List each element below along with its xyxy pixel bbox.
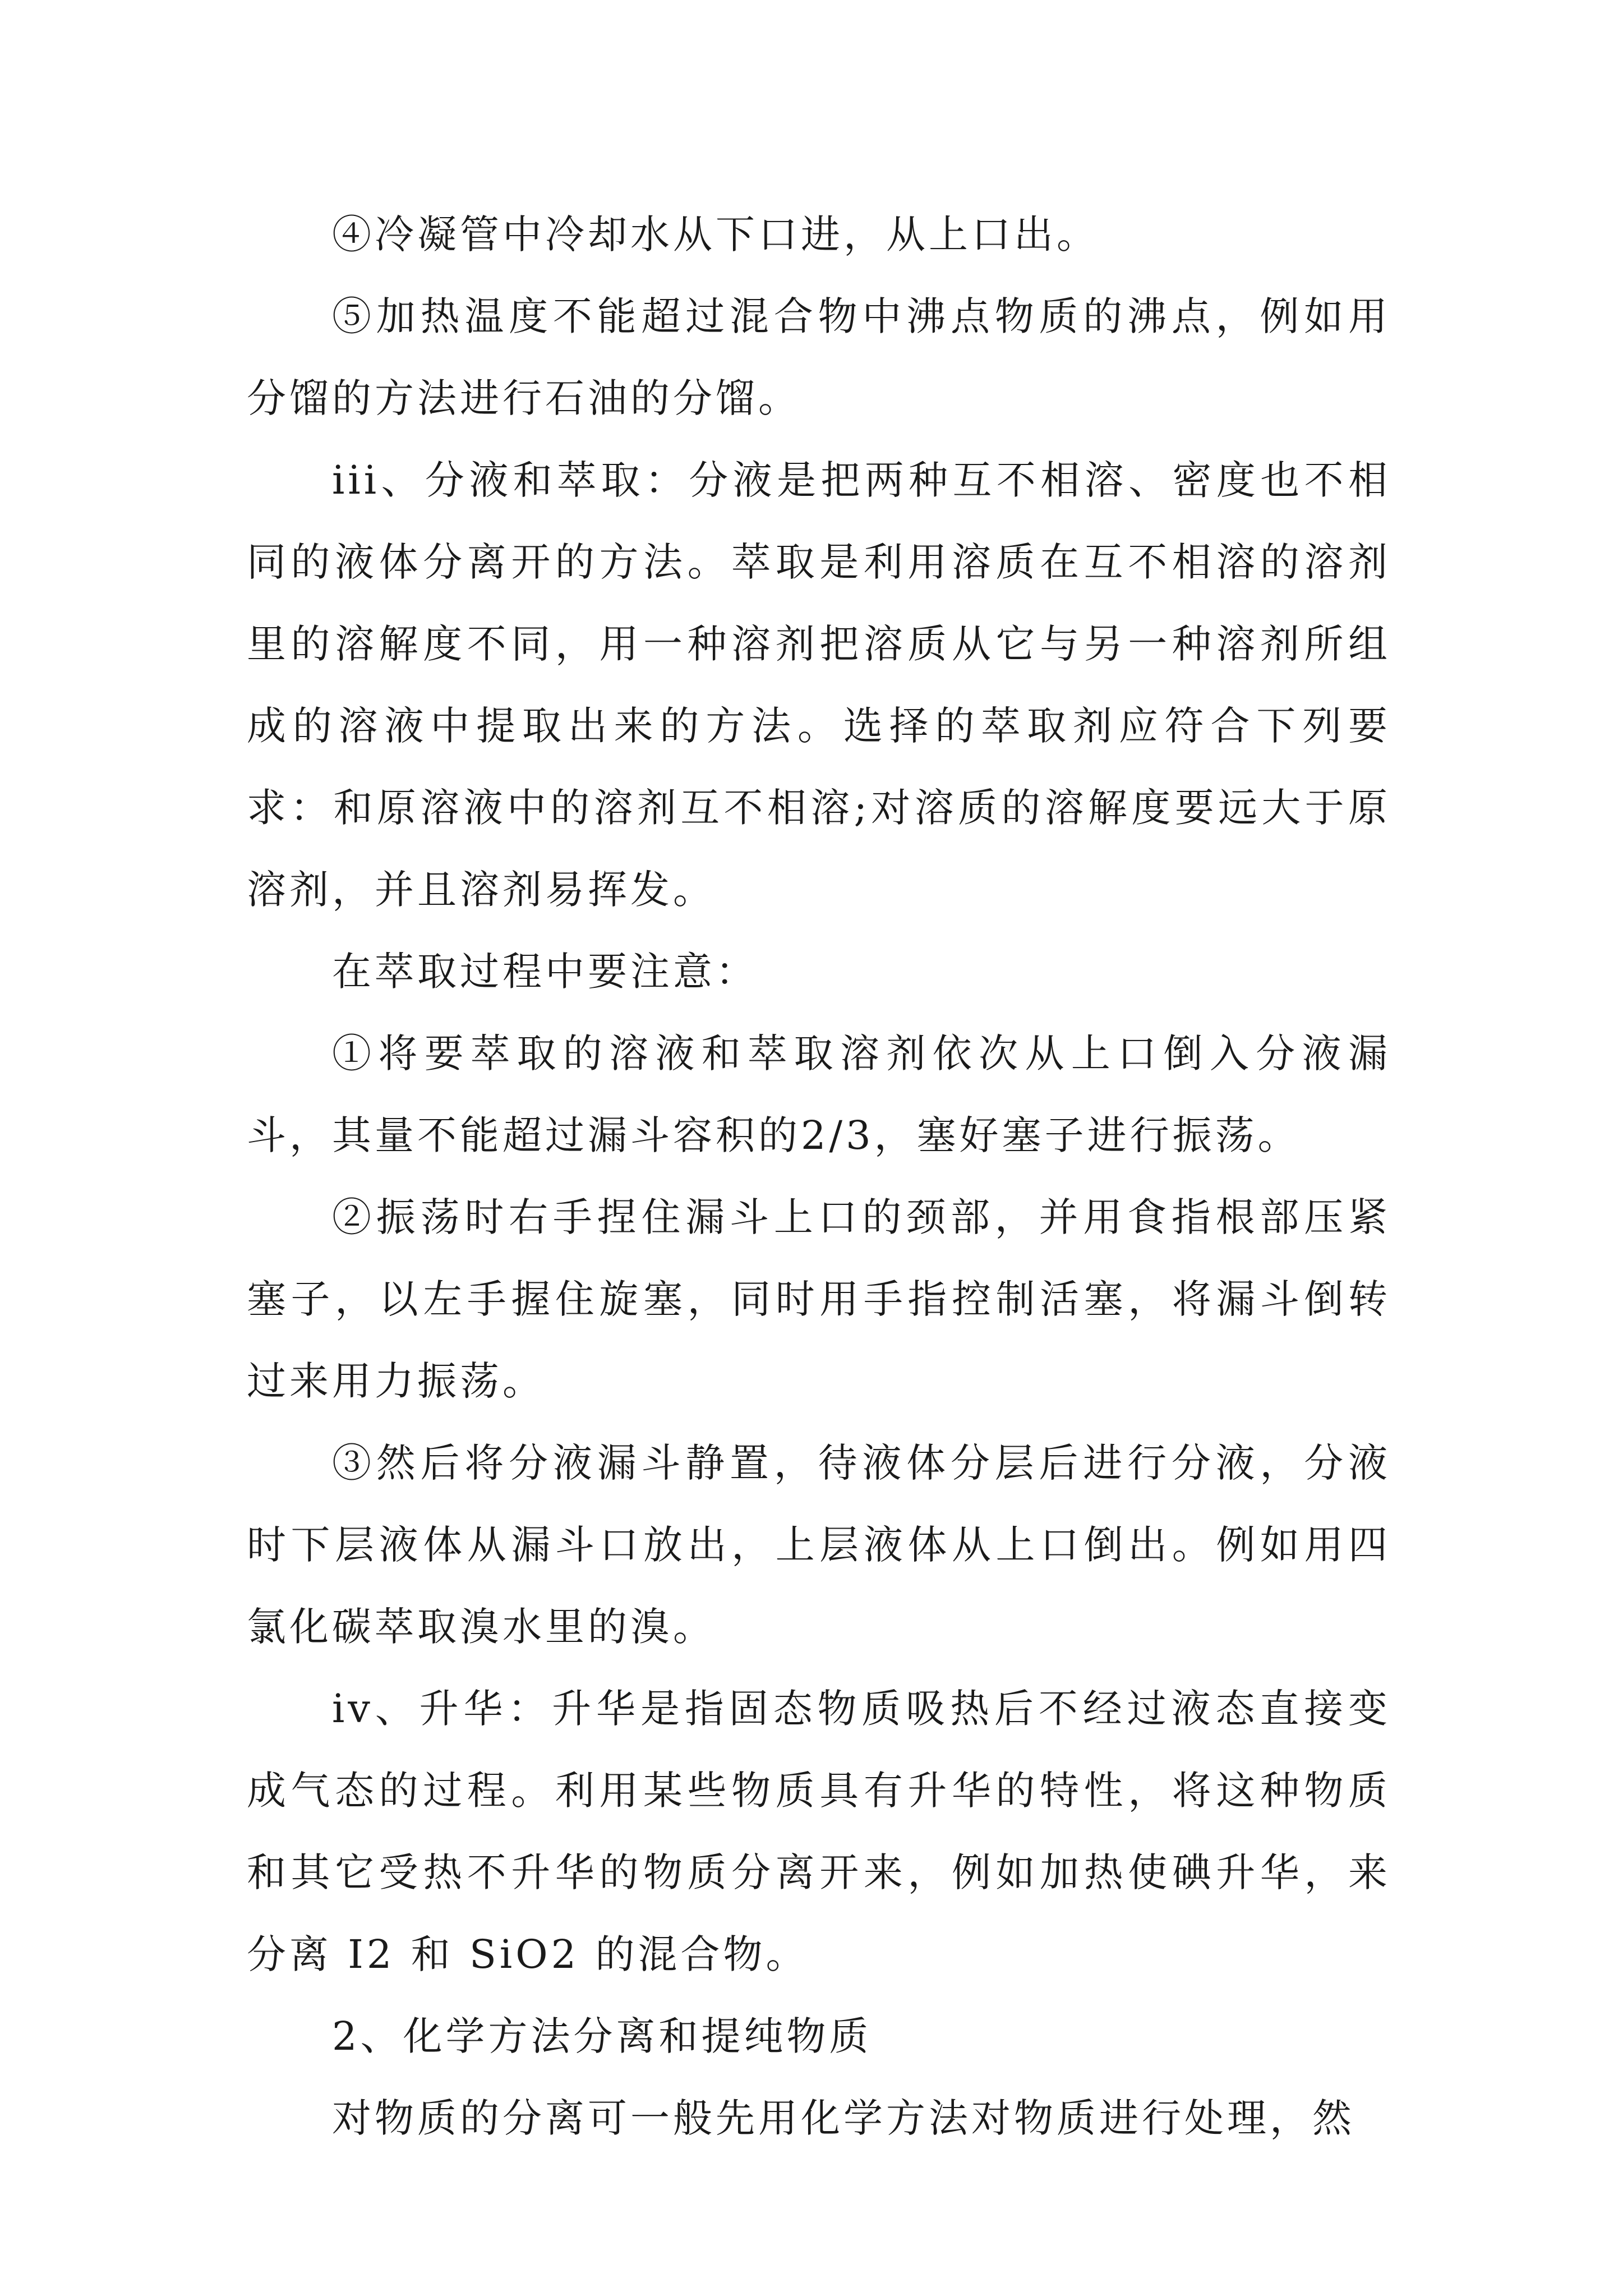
paragraph-condenser-water: ④冷凝管中冷却水从下口进，从上口出。: [332, 211, 1099, 257]
paragraph-extraction-step-1: ①将要萃取的溶液和萃取溶剂依次从上口倒入分液漏斗，其量不能超过漏斗容积的2/3，塞好塞子进行振荡。: [247, 1030, 1391, 1158]
paragraph-sublimation: iv、升华：升华是指固态物质吸热后不经过液态直接变成气态的过程。利用某些物质具有升华的特性，将这种物质和其它受热不升华的物质分离开来，例如加热使碘升华，来分离 I2 和 SiO2 的混合物。: [247, 1686, 1391, 1977]
section-heading-chemical-methods: 2、化学方法分离和提纯物质: [332, 2013, 872, 2059]
paragraph-heating-temperature: ⑤加热温度不能超过混合物中沸点物质的沸点，例如用分馏的方法进行石油的分馏。: [247, 293, 1391, 421]
paragraph-extraction-notes-heading: 在萃取过程中要注意：: [332, 949, 758, 995]
paragraph-extraction-step-3: ③然后将分液漏斗静置，待液体分层后进行分液，分液时下层液体从漏斗口放出，上层液体从上口倒出。例如用四氯化碳萃取溴水里的溴。: [247, 1440, 1391, 1650]
paragraph-chemical-methods-intro: 对物质的分离可一般先用化学方法对物质进行处理，然: [332, 2095, 1355, 2141]
paragraph-extraction-step-2: ②振荡时右手捏住漏斗上口的颈部，并用食指根部压紧塞子，以左手握住旋塞，同时用手指控制活塞，将漏斗倒转过来用力振荡。: [247, 1194, 1391, 1404]
paragraph-separation-extraction: iii、分液和萃取：分液是把两种互不相溶、密度也不相同的液体分离开的方法。萃取是利用溶质在互不相溶的溶剂里的溶解度不同，用一种溶剂把溶质从它与另一种溶剂所组成的溶液中提取出来的方法。选择的萃取剂应符合下列要求：和原溶液中的溶剂互不相溶;对溶质的溶解度要远大于原溶剂，并且溶剂易挥发。: [247, 457, 1391, 913]
document-body: [247, 194, 1391, 2159]
